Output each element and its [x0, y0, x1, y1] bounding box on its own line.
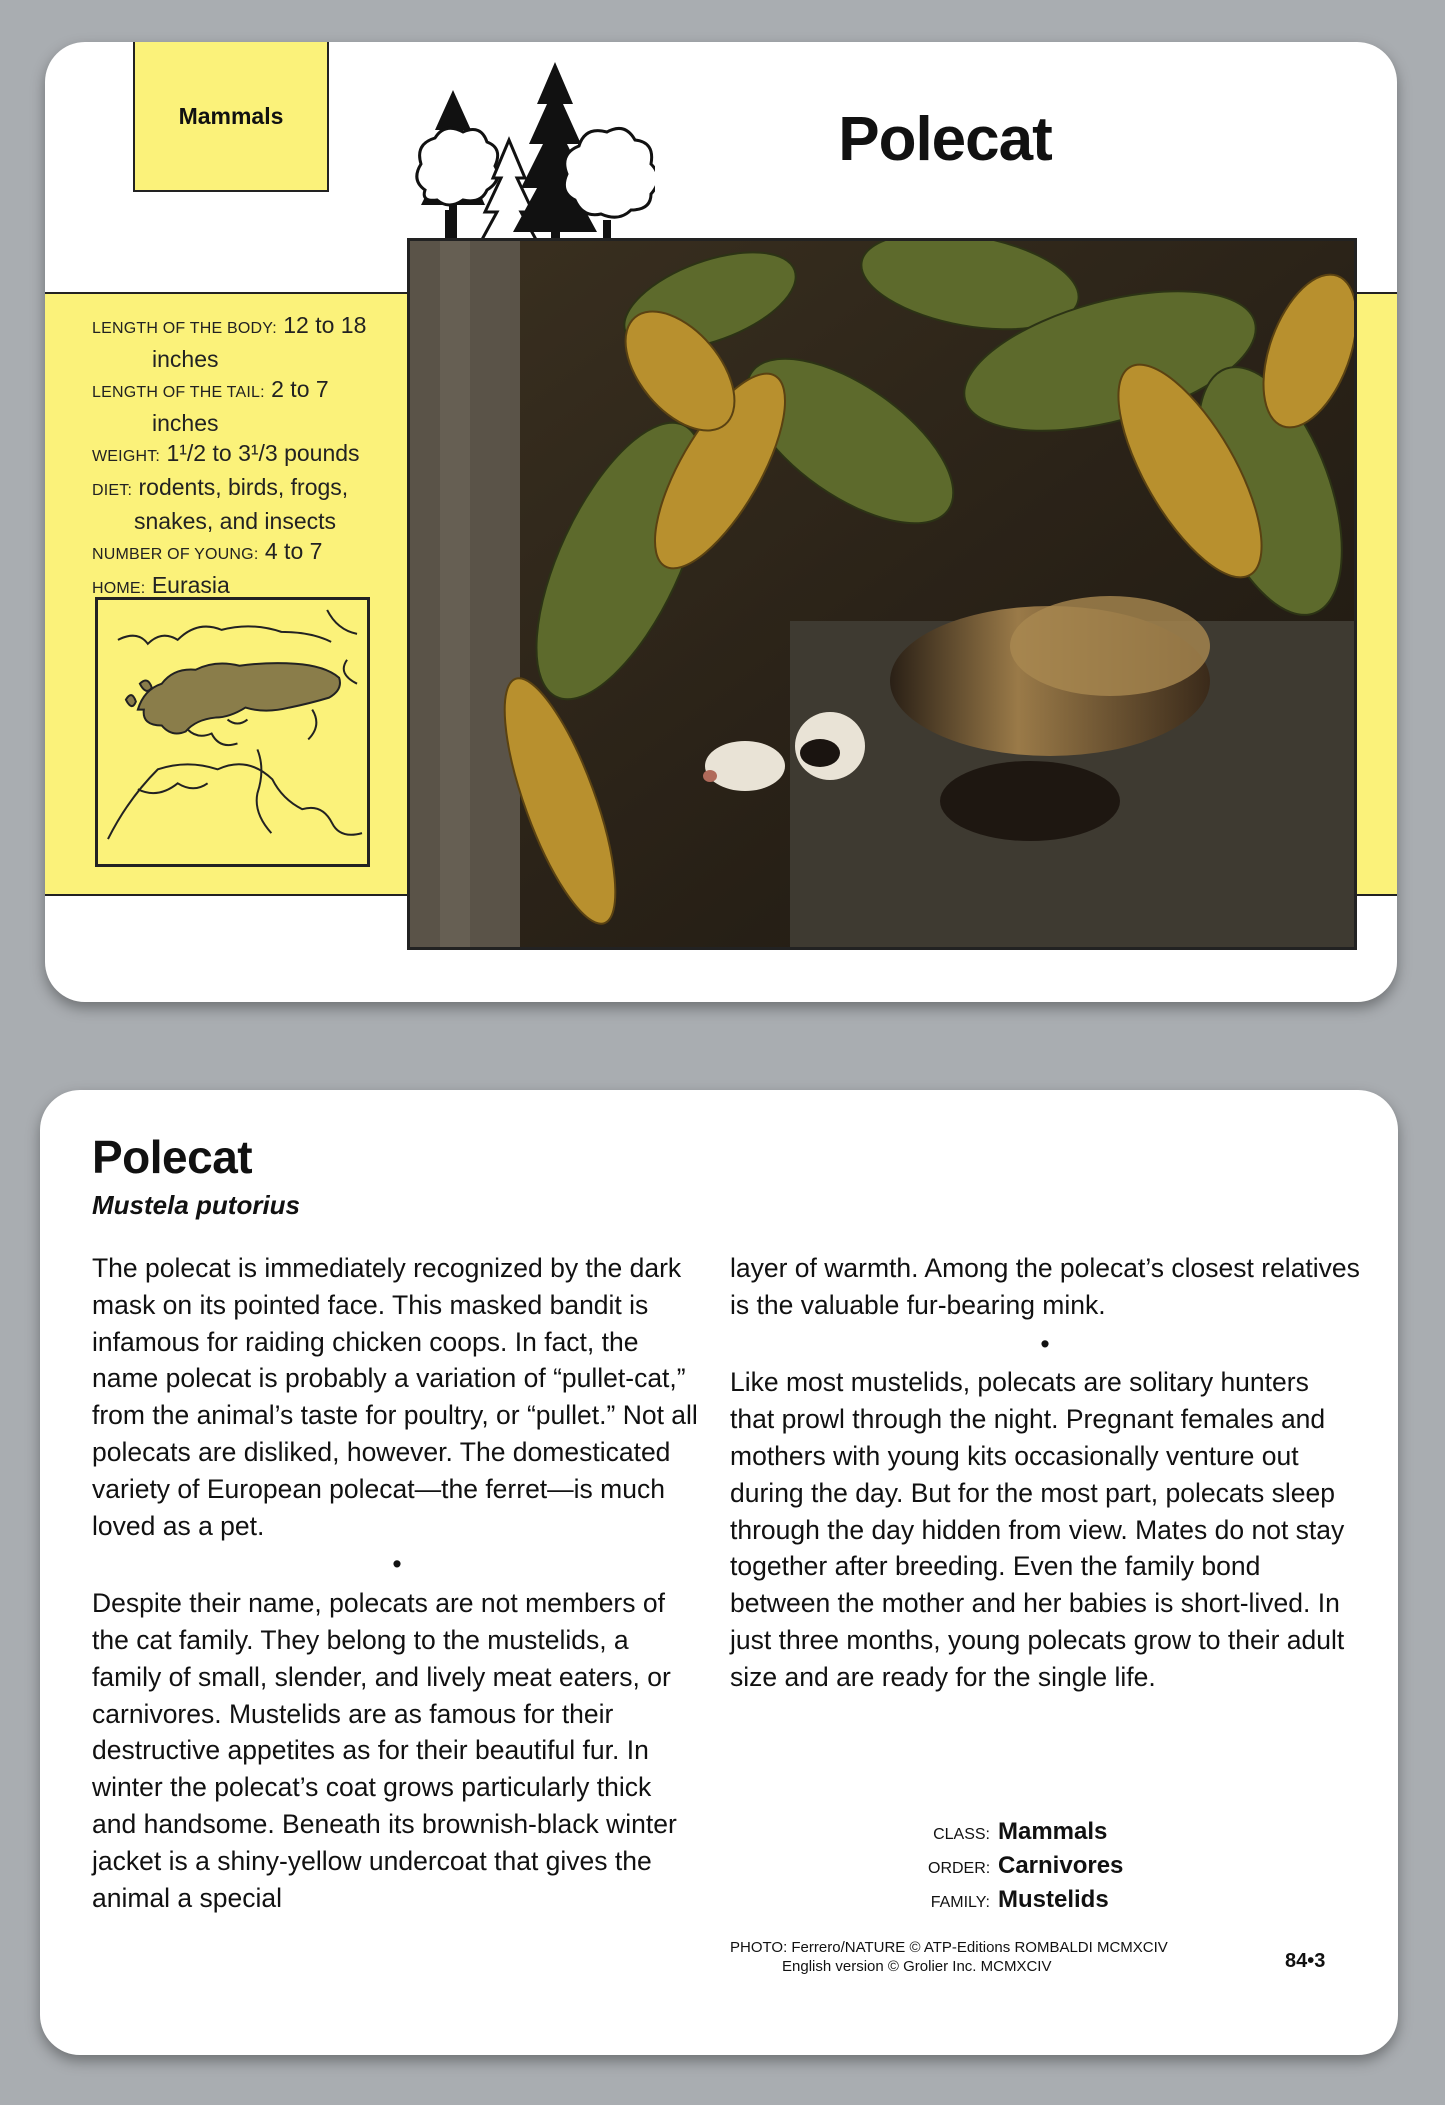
bullet-separator: •: [392, 1549, 402, 1580]
back-card: [40, 1090, 1398, 2055]
polecat-photo: [407, 238, 1357, 950]
back-title: Polecat: [92, 1131, 253, 1183]
paragraph: Despite their name, polecats are not members of the cat family. They belong to the mustelids, a family of small, slender, and lively meat eaters, or carnivores. Mustelids are as famous for their destructive appetites as for their beautiful fur. In winter the polecat’s coat grows particularly thick and handsome. Beneath its brownish-black winter jacket is a shiny-yellow undercoat that gives the animal a special: [92, 1588, 677, 1913]
paragraph: Like most mustelids, polecats are solitary hunters that prowl through the night. Pregnant females and mothers with young kits occasionally venture out during the day. But for the most part, polecats sleep through the day hidden from view. Mates do not stay together after breeding. Even the family bond between the mother and her babies is short-lived. In just three months, young polecats grow to their adult size and are ready for the single life.: [730, 1367, 1345, 1692]
stat-diet: DIET: rodents, birds, frogs, snakes, and insects: [92, 474, 349, 534]
taxonomy-block: [928, 1816, 1228, 1918]
credit-line-2: English version © Grolier Inc. MCMXCIV: [782, 1958, 1052, 1975]
text-column-left: [92, 1250, 702, 1916]
taxonomy-family: FAMILY: Mustelids: [930, 1886, 1109, 1913]
stats-list: [92, 310, 412, 604]
stat-young: NUMBER OF YOUNG: 4 to 7: [92, 538, 323, 564]
bullet-separator: •: [1040, 1328, 1050, 1359]
photo-credits: [730, 1938, 1168, 1976]
category-label: Mammals: [178, 102, 284, 129]
scientific-name: Mustela putorius: [92, 1190, 301, 1220]
range-map: [95, 597, 370, 867]
credit-line-1: PHOTO: Ferrero/NATURE © ATP-Editions ROMBALDI MCMXCIV: [730, 1939, 1168, 1956]
page-title: Polecat: [838, 105, 1052, 174]
text-column-right: [730, 1250, 1360, 1696]
taxonomy-class: CLASS: Mammals: [933, 1818, 1108, 1845]
stat-home: HOME: Eurasia: [92, 572, 230, 598]
paragraph: layer of warmth. Among the polecat’s closest relatives is the valuable fur-bearing mink.: [730, 1253, 1360, 1320]
forest-trees-icon: [405, 60, 655, 265]
stat-tail-length: LENGTH OF THE TAIL: 2 to 7 inches: [92, 376, 329, 436]
card-number: 84•3: [1285, 1950, 1326, 1972]
front-card: [45, 42, 1397, 1002]
stat-weight: WEIGHT: 1¹/2 to 3¹/3 pounds: [92, 440, 360, 466]
polecat-photo-illustration: [410, 241, 1354, 947]
stat-body-length: LENGTH OF THE BODY: 12 to 18 inches: [92, 312, 367, 372]
paragraph: The polecat is immediately recognized by the dark mask on its pointed face. This masked bandit is infamous for raiding chicken coops. In fact, the name polecat is probably a variation of “pullet-cat,” from the animal’s taste for poultry, or “pullet.” Not all polecats are disliked, however. The domesticated variety of European polecat—the ferret—is much loved as a pet.: [92, 1253, 698, 1541]
category-tab: [133, 42, 329, 192]
taxonomy-order: ORDER: Carnivores: [928, 1852, 1124, 1879]
